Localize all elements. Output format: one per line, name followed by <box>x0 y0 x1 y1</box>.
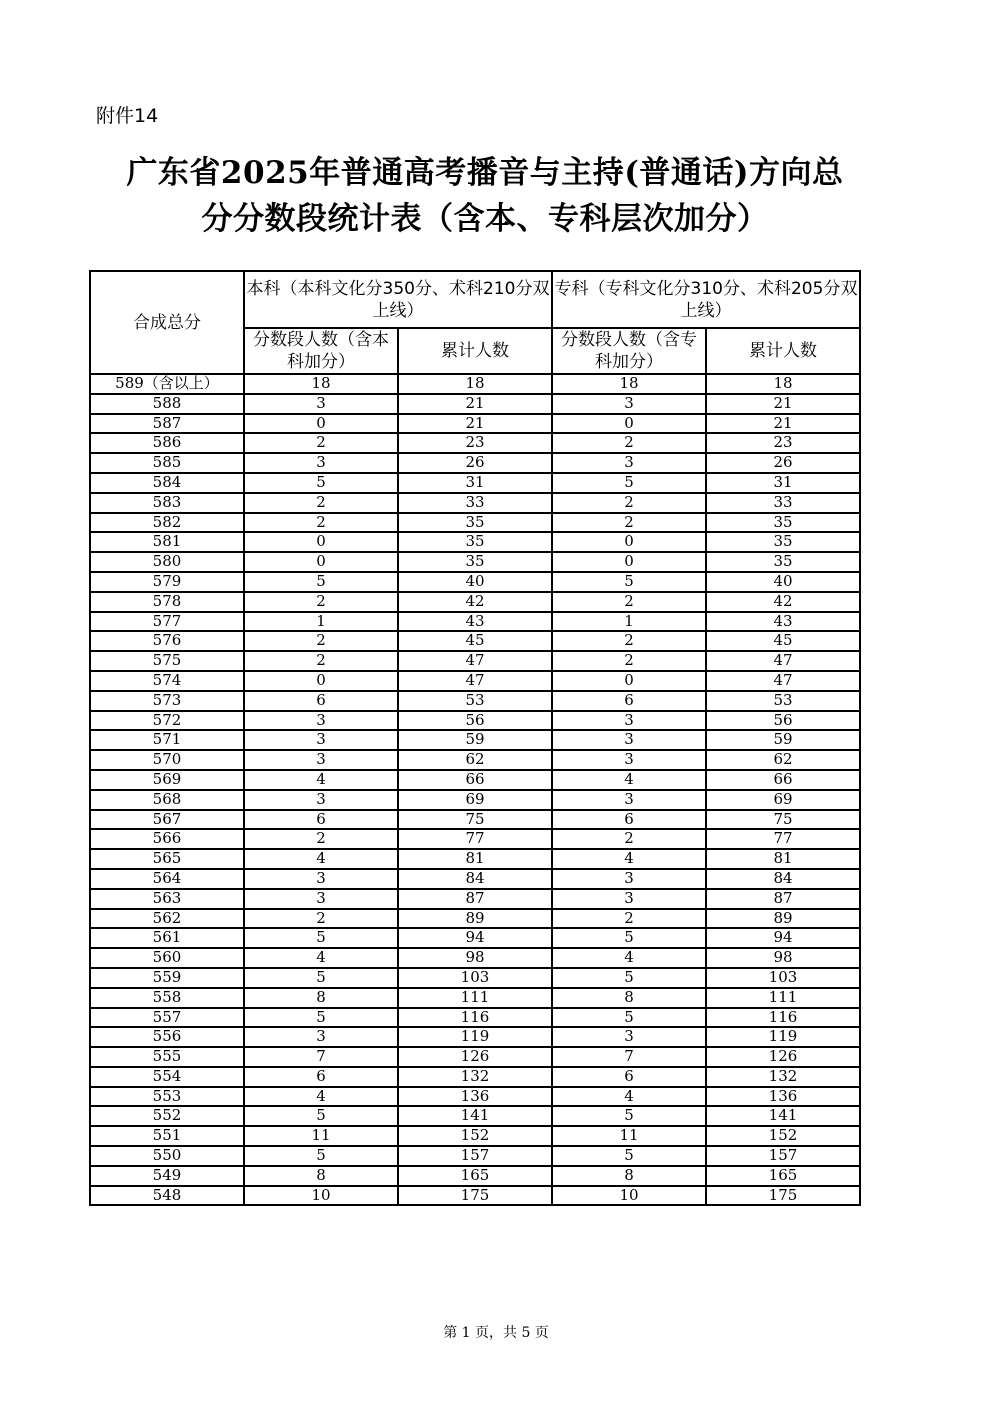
cell-count-undergrad: 2 <box>244 631 398 651</box>
cell-cumulative-junior: 103 <box>706 968 860 988</box>
cell-count-junior: 4 <box>552 770 706 790</box>
cell-cumulative-junior: 43 <box>706 612 860 632</box>
cell-count-junior: 11 <box>552 1126 706 1146</box>
cell-score: 555 <box>90 1047 244 1067</box>
cell-count-junior: 0 <box>552 532 706 552</box>
cell-score: 560 <box>90 948 244 968</box>
cell-count-undergrad: 8 <box>244 988 398 1008</box>
cell-cumulative-junior: 126 <box>706 1047 860 1067</box>
table-row <box>90 414 860 434</box>
cell-cumulative-undergrad: 21 <box>398 414 552 434</box>
cell-count-junior: 6 <box>552 1067 706 1087</box>
cell-cumulative-junior: 21 <box>706 414 860 434</box>
cell-count-junior: 2 <box>552 493 706 513</box>
cell-cumulative-junior: 45 <box>706 631 860 651</box>
cell-score: 583 <box>90 493 244 513</box>
cell-count-junior: 7 <box>552 1047 706 1067</box>
cell-count-undergrad: 2 <box>244 909 398 929</box>
score-distribution-table <box>89 270 861 1206</box>
cell-score: 548 <box>90 1186 244 1206</box>
cell-count-undergrad: 4 <box>244 770 398 790</box>
cell-cumulative-junior: 62 <box>706 750 860 770</box>
table-row <box>90 473 860 493</box>
cell-score: 578 <box>90 592 244 612</box>
cell-cumulative-junior: 42 <box>706 592 860 612</box>
cell-score: 589（含以上） <box>90 374 244 394</box>
cell-cumulative-junior: 33 <box>706 493 860 513</box>
cell-cumulative-undergrad: 119 <box>398 1027 552 1047</box>
cell-count-junior: 3 <box>552 730 706 750</box>
cell-score: 579 <box>90 572 244 592</box>
cell-cumulative-undergrad: 47 <box>398 651 552 671</box>
cell-count-undergrad: 7 <box>244 1047 398 1067</box>
header-group-junior: 专科（专科文化分310分、术科205分双上线） <box>552 271 860 328</box>
cell-cumulative-junior: 81 <box>706 849 860 869</box>
table-row <box>90 612 860 632</box>
cell-count-undergrad: 2 <box>244 829 398 849</box>
cell-cumulative-junior: 98 <box>706 948 860 968</box>
table-row <box>90 750 860 770</box>
cell-cumulative-undergrad: 136 <box>398 1087 552 1107</box>
cell-count-undergrad: 2 <box>244 651 398 671</box>
table-row <box>90 1106 860 1126</box>
table-row <box>90 730 860 750</box>
table-row <box>90 691 860 711</box>
cell-count-junior: 2 <box>552 651 706 671</box>
cell-count-junior: 2 <box>552 592 706 612</box>
cell-cumulative-junior: 26 <box>706 453 860 473</box>
cell-cumulative-junior: 21 <box>706 394 860 414</box>
cell-score: 587 <box>90 414 244 434</box>
cell-score: 561 <box>90 928 244 948</box>
cell-count-junior: 0 <box>552 671 706 691</box>
cell-score: 566 <box>90 829 244 849</box>
cell-cumulative-junior: 152 <box>706 1126 860 1146</box>
cell-count-junior: 2 <box>552 909 706 929</box>
cell-score: 574 <box>90 671 244 691</box>
cell-count-undergrad: 6 <box>244 810 398 830</box>
cell-count-junior: 5 <box>552 928 706 948</box>
cell-cumulative-undergrad: 42 <box>398 592 552 612</box>
table-row <box>90 909 860 929</box>
cell-cumulative-undergrad: 43 <box>398 612 552 632</box>
cell-count-junior: 4 <box>552 849 706 869</box>
cell-score: 564 <box>90 869 244 889</box>
cell-count-junior: 0 <box>552 414 706 434</box>
cell-cumulative-junior: 35 <box>706 513 860 533</box>
cell-cumulative-junior: 141 <box>706 1106 860 1126</box>
table-row <box>90 651 860 671</box>
cell-cumulative-undergrad: 35 <box>398 532 552 552</box>
table-row <box>90 928 860 948</box>
cell-cumulative-undergrad: 53 <box>398 691 552 711</box>
cell-count-junior: 3 <box>552 750 706 770</box>
cell-cumulative-undergrad: 84 <box>398 869 552 889</box>
cell-score: 586 <box>90 433 244 453</box>
cell-cumulative-undergrad: 126 <box>398 1047 552 1067</box>
cell-count-undergrad: 1 <box>244 612 398 632</box>
table-row <box>90 1186 860 1206</box>
cell-cumulative-junior: 18 <box>706 374 860 394</box>
cell-score: 585 <box>90 453 244 473</box>
cell-cumulative-undergrad: 87 <box>398 889 552 909</box>
cell-count-junior: 5 <box>552 968 706 988</box>
cell-count-undergrad: 0 <box>244 671 398 691</box>
cell-cumulative-undergrad: 141 <box>398 1106 552 1126</box>
cell-count-undergrad: 11 <box>244 1126 398 1146</box>
cell-cumulative-undergrad: 35 <box>398 513 552 533</box>
header-cumulative-junior: 累计人数 <box>706 328 860 374</box>
cell-cumulative-undergrad: 62 <box>398 750 552 770</box>
cell-cumulative-junior: 119 <box>706 1027 860 1047</box>
cell-score: 577 <box>90 612 244 632</box>
cell-cumulative-junior: 77 <box>706 829 860 849</box>
table-row <box>90 493 860 513</box>
cell-cumulative-junior: 94 <box>706 928 860 948</box>
header-count-undergrad: 分数段人数（含本科加分） <box>244 328 398 374</box>
cell-score: 554 <box>90 1067 244 1087</box>
cell-cumulative-junior: 165 <box>706 1166 860 1186</box>
cell-cumulative-undergrad: 165 <box>398 1166 552 1186</box>
cell-count-junior: 5 <box>552 1106 706 1126</box>
cell-count-junior: 8 <box>552 988 706 1008</box>
cell-score: 553 <box>90 1087 244 1107</box>
cell-cumulative-undergrad: 21 <box>398 394 552 414</box>
cell-cumulative-junior: 175 <box>706 1186 860 1206</box>
cell-cumulative-undergrad: 132 <box>398 1067 552 1087</box>
cell-cumulative-undergrad: 94 <box>398 928 552 948</box>
cell-cumulative-junior: 47 <box>706 671 860 691</box>
table-row <box>90 1087 860 1107</box>
cell-cumulative-junior: 136 <box>706 1087 860 1107</box>
cell-cumulative-undergrad: 26 <box>398 453 552 473</box>
table-row <box>90 829 860 849</box>
cell-cumulative-undergrad: 56 <box>398 711 552 731</box>
table-row <box>90 1047 860 1067</box>
table-row <box>90 394 860 414</box>
table-row <box>90 552 860 572</box>
table-row <box>90 1027 860 1047</box>
cell-count-undergrad: 3 <box>244 790 398 810</box>
cell-count-undergrad: 2 <box>244 592 398 612</box>
table-row <box>90 1126 860 1146</box>
cell-score: 580 <box>90 552 244 572</box>
cell-count-undergrad: 3 <box>244 889 398 909</box>
cell-score: 569 <box>90 770 244 790</box>
title-line-2: 分分数段统计表（含本、专科层次加分） <box>201 201 769 237</box>
cell-score: 559 <box>90 968 244 988</box>
cell-score: 556 <box>90 1027 244 1047</box>
cell-cumulative-junior: 35 <box>706 532 860 552</box>
attachment-label: 附件14 <box>96 105 159 127</box>
cell-cumulative-junior: 35 <box>706 552 860 572</box>
table-row <box>90 1166 860 1186</box>
cell-count-undergrad: 8 <box>244 1166 398 1186</box>
table-row <box>90 433 860 453</box>
cell-cumulative-junior: 89 <box>706 909 860 929</box>
cell-score: 572 <box>90 711 244 731</box>
cell-count-undergrad: 3 <box>244 730 398 750</box>
cell-count-junior: 3 <box>552 453 706 473</box>
cell-count-junior: 5 <box>552 473 706 493</box>
cell-cumulative-undergrad: 59 <box>398 730 552 750</box>
cell-cumulative-junior: 59 <box>706 730 860 750</box>
cell-cumulative-undergrad: 157 <box>398 1146 552 1166</box>
cell-count-undergrad: 6 <box>244 1067 398 1087</box>
table-row <box>90 889 860 909</box>
cell-cumulative-junior: 53 <box>706 691 860 711</box>
cell-score: 557 <box>90 1008 244 1028</box>
cell-cumulative-undergrad: 89 <box>398 909 552 929</box>
cell-cumulative-junior: 116 <box>706 1008 860 1028</box>
cell-cumulative-undergrad: 40 <box>398 572 552 592</box>
cell-count-junior: 2 <box>552 631 706 651</box>
cell-count-junior: 4 <box>552 948 706 968</box>
cell-count-junior: 3 <box>552 711 706 731</box>
cell-score: 570 <box>90 750 244 770</box>
cell-cumulative-undergrad: 35 <box>398 552 552 572</box>
cell-cumulative-undergrad: 77 <box>398 829 552 849</box>
cell-cumulative-undergrad: 81 <box>398 849 552 869</box>
cell-count-junior: 6 <box>552 691 706 711</box>
cell-count-junior: 4 <box>552 1087 706 1107</box>
cell-count-junior: 18 <box>552 374 706 394</box>
table-row <box>90 790 860 810</box>
cell-count-undergrad: 5 <box>244 1146 398 1166</box>
table-row <box>90 513 860 533</box>
cell-cumulative-junior: 56 <box>706 711 860 731</box>
cell-cumulative-junior: 132 <box>706 1067 860 1087</box>
cell-count-junior: 2 <box>552 513 706 533</box>
cell-count-junior: 1 <box>552 612 706 632</box>
cell-count-undergrad: 3 <box>244 453 398 473</box>
cell-count-undergrad: 6 <box>244 691 398 711</box>
table-row <box>90 572 860 592</box>
cell-cumulative-undergrad: 69 <box>398 790 552 810</box>
table-row <box>90 988 860 1008</box>
table-body <box>90 374 860 1205</box>
table-row <box>90 453 860 473</box>
cell-count-undergrad: 5 <box>244 1008 398 1028</box>
table-row <box>90 1146 860 1166</box>
cell-count-undergrad: 0 <box>244 414 398 434</box>
cell-cumulative-undergrad: 98 <box>398 948 552 968</box>
cell-count-undergrad: 3 <box>244 711 398 731</box>
table-row <box>90 869 860 889</box>
cell-score: 581 <box>90 532 244 552</box>
cell-score: 567 <box>90 810 244 830</box>
cell-score: 550 <box>90 1146 244 1166</box>
cell-cumulative-junior: 157 <box>706 1146 860 1166</box>
cell-score: 575 <box>90 651 244 671</box>
table-row <box>90 810 860 830</box>
cell-count-junior: 10 <box>552 1186 706 1206</box>
cell-count-junior: 5 <box>552 572 706 592</box>
cell-count-undergrad: 5 <box>244 968 398 988</box>
cell-cumulative-junior: 66 <box>706 770 860 790</box>
cell-count-junior: 5 <box>552 1146 706 1166</box>
cell-cumulative-undergrad: 116 <box>398 1008 552 1028</box>
cell-cumulative-undergrad: 18 <box>398 374 552 394</box>
cell-cumulative-undergrad: 33 <box>398 493 552 513</box>
cell-score: 552 <box>90 1106 244 1126</box>
page-footer: 第 1 页，共 5 页 <box>443 1325 549 1341</box>
cell-count-undergrad: 4 <box>244 1087 398 1107</box>
table-row <box>90 1067 860 1087</box>
cell-count-junior: 2 <box>552 829 706 849</box>
table-row <box>90 592 860 612</box>
cell-score: 549 <box>90 1166 244 1186</box>
cell-cumulative-undergrad: 175 <box>398 1186 552 1206</box>
cell-score: 588 <box>90 394 244 414</box>
cell-score: 551 <box>90 1126 244 1146</box>
cell-count-undergrad: 3 <box>244 869 398 889</box>
cell-cumulative-junior: 87 <box>706 889 860 909</box>
cell-cumulative-junior: 75 <box>706 810 860 830</box>
table-row <box>90 671 860 691</box>
cell-count-junior: 5 <box>552 1008 706 1028</box>
cell-score: 558 <box>90 988 244 1008</box>
cell-count-junior: 3 <box>552 889 706 909</box>
table-row <box>90 374 860 394</box>
table-row <box>90 1008 860 1028</box>
header-count-junior: 分数段人数（含专科加分） <box>552 328 706 374</box>
cell-cumulative-undergrad: 45 <box>398 631 552 651</box>
cell-cumulative-junior: 84 <box>706 869 860 889</box>
cell-count-undergrad: 3 <box>244 750 398 770</box>
cell-cumulative-junior: 40 <box>706 572 860 592</box>
cell-score: 576 <box>90 631 244 651</box>
cell-count-undergrad: 2 <box>244 493 398 513</box>
table-row <box>90 631 860 651</box>
cell-count-undergrad: 4 <box>244 948 398 968</box>
cell-count-junior: 2 <box>552 433 706 453</box>
header-score: 合成总分 <box>90 271 244 374</box>
table-row <box>90 968 860 988</box>
cell-count-undergrad: 5 <box>244 473 398 493</box>
cell-count-junior: 3 <box>552 869 706 889</box>
cell-score: 568 <box>90 790 244 810</box>
cell-count-junior: 0 <box>552 552 706 572</box>
cell-cumulative-undergrad: 75 <box>398 810 552 830</box>
cell-cumulative-undergrad: 103 <box>398 968 552 988</box>
header-group-undergrad: 本科（本科文化分350分、术科210分双上线） <box>244 271 552 328</box>
cell-cumulative-undergrad: 66 <box>398 770 552 790</box>
cell-score: 573 <box>90 691 244 711</box>
cell-score: 565 <box>90 849 244 869</box>
page-title <box>90 150 880 242</box>
table-row <box>90 532 860 552</box>
cell-score: 571 <box>90 730 244 750</box>
cell-cumulative-junior: 31 <box>706 473 860 493</box>
table-row <box>90 948 860 968</box>
table-row <box>90 849 860 869</box>
cell-score: 582 <box>90 513 244 533</box>
cell-score: 563 <box>90 889 244 909</box>
cell-count-undergrad: 18 <box>244 374 398 394</box>
cell-cumulative-junior: 23 <box>706 433 860 453</box>
cell-cumulative-junior: 69 <box>706 790 860 810</box>
cell-count-junior: 3 <box>552 394 706 414</box>
cell-cumulative-undergrad: 152 <box>398 1126 552 1146</box>
cell-cumulative-undergrad: 31 <box>398 473 552 493</box>
cell-count-junior: 8 <box>552 1166 706 1186</box>
header-cumulative-undergrad: 累计人数 <box>398 328 552 374</box>
cell-cumulative-junior: 111 <box>706 988 860 1008</box>
cell-score: 584 <box>90 473 244 493</box>
cell-count-undergrad: 0 <box>244 552 398 572</box>
cell-count-undergrad: 4 <box>244 849 398 869</box>
table-row <box>90 711 860 731</box>
cell-count-undergrad: 5 <box>244 572 398 592</box>
cell-count-junior: 6 <box>552 810 706 830</box>
cell-cumulative-junior: 47 <box>706 651 860 671</box>
title-line-1: 广东省2025年普通高考播音与主持(普通话)方向总 <box>126 155 844 191</box>
cell-count-junior: 3 <box>552 790 706 810</box>
cell-count-undergrad: 3 <box>244 394 398 414</box>
cell-cumulative-undergrad: 47 <box>398 671 552 691</box>
cell-count-junior: 3 <box>552 1027 706 1047</box>
cell-score: 562 <box>90 909 244 929</box>
cell-cumulative-undergrad: 111 <box>398 988 552 1008</box>
cell-count-undergrad: 10 <box>244 1186 398 1206</box>
cell-count-undergrad: 3 <box>244 1027 398 1047</box>
cell-count-undergrad: 2 <box>244 513 398 533</box>
cell-count-undergrad: 5 <box>244 1106 398 1126</box>
cell-count-undergrad: 5 <box>244 928 398 948</box>
cell-count-undergrad: 2 <box>244 433 398 453</box>
table-row <box>90 770 860 790</box>
cell-cumulative-undergrad: 23 <box>398 433 552 453</box>
cell-count-undergrad: 0 <box>244 532 398 552</box>
